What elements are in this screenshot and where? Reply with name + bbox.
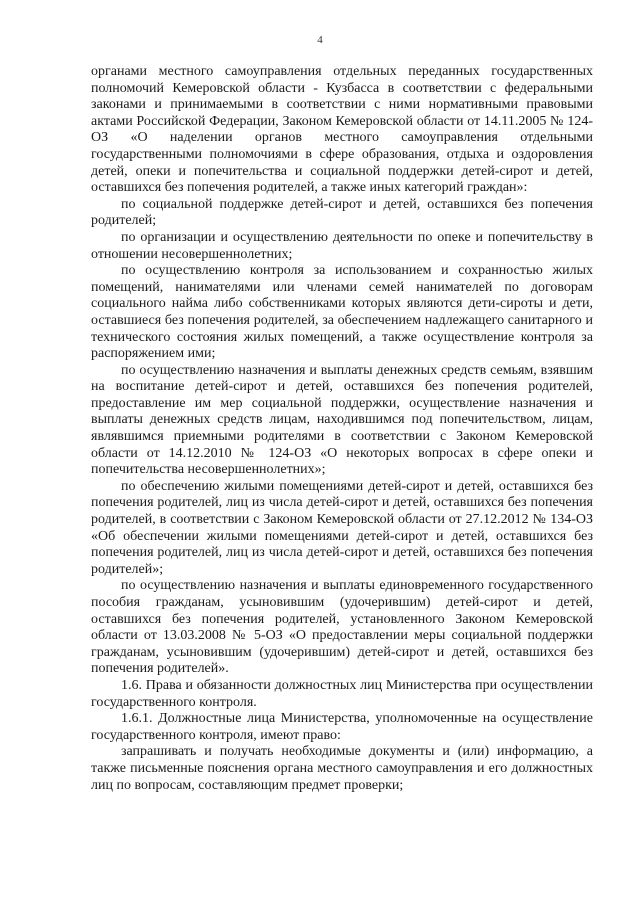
- paragraph-request-documents: запрашивать и получать необходимые документы и (или) информацию, а также письменные пояснения органа местного самоуправления и его должностных лиц по вопросам, составляющим предмет проверки;: [91, 744, 593, 793]
- paragraph-intro: органами местного самоуправления отдельных переданных государственных полномочий Кемеровской области - Кузбасса в соответствии с федеральными законами и принимаемыми в соответствии с ними нормативными правовыми актами Российской Федерации, Законом Кемеровской области от 14.11.2005 № 124-ОЗ «О наделении органов местного самоуправления отдельными государственными полномочиями в сфере образования, отдыха и оздоровления детей, опеки и попечительства и социальной поддержки детей-сирот и детей, оставшихся без попечения родителей, а также иных категорий граждан»:: [91, 64, 593, 196]
- document-body: [91, 64, 593, 794]
- paragraph-housing-control: по осуществлению контроля за использованием и сохранностью жилых помещений, нанимателями или членами семей нанимателей по договорам социального найма либо собственниками которых являются дети-сироты и дети, оставшиеся без попечения родителей, за обеспечением надлежащего санитарного и технического состояния жилых помещений, а также осуществление контроля за распоряжением ими;: [91, 263, 593, 362]
- page-number: 4: [317, 34, 323, 46]
- section-heading-1-6: 1.6. Права и обязанности должностных лиц Министерства при осуществлении государственного контроля.: [91, 677, 593, 710]
- section-heading-1-6-1: 1.6.1. Должностные лица Министерства, уполномоченные на осуществление государственного контроля, имеют право:: [91, 711, 593, 743]
- paragraph-social-support: по социальной поддержке детей-сирот и детей, оставшихся без попечения родителей;: [91, 196, 593, 229]
- paragraph-adoption-allowance: по осуществлению назначения и выплаты единовременного государственного пособия гражданам, усыновившим (удочерившим) детей-сирот и детей, оставшихся без попечения родителей, установленного Законом Кемеровской области от 13.03.2008 № 5-ОЗ «О предоставлении меры социальной поддержки гражданам, усыновившим (удочерившим) детей-сирот и детей, оставшихся без попечения родителей».: [91, 578, 593, 677]
- paragraph-payments: по осуществлению назначения и выплаты денежных средств семьям, взявшим на воспитание детей-сирот и детей, оставшихся без попечения родителей, предоставление им мер социальной поддержки, осуществление назначения и выплаты денежных средств лицам, находившимся под попечительством, лицам, являвшимся приемными родителями в соответствии с Законом Кемеровской области от 14.12.2010 № 124-ОЗ «О некоторых вопросах в сфере опеки и попечительства несовершеннолетних»;: [91, 362, 593, 478]
- paragraph-guardianship: по организации и осуществлению деятельности по опеке и попечительству в отношении несовершеннолетних;: [91, 229, 593, 262]
- paragraph-housing-provision: по обеспечению жилыми помещениями детей-сирот и детей, оставшихся без попечения родителей, лиц из числа детей-сирот и детей, оставшихся без попечения родителей, в соответствии с Законом Кемеровской области от 27.12.2012 № 134-ОЗ «Об обеспечении жилыми помещениями детей-сирот и детей, оставшихся без попечения родителей, лиц из числа детей-сирот и детей, оставшихся без попечения родителей»;: [91, 478, 593, 577]
